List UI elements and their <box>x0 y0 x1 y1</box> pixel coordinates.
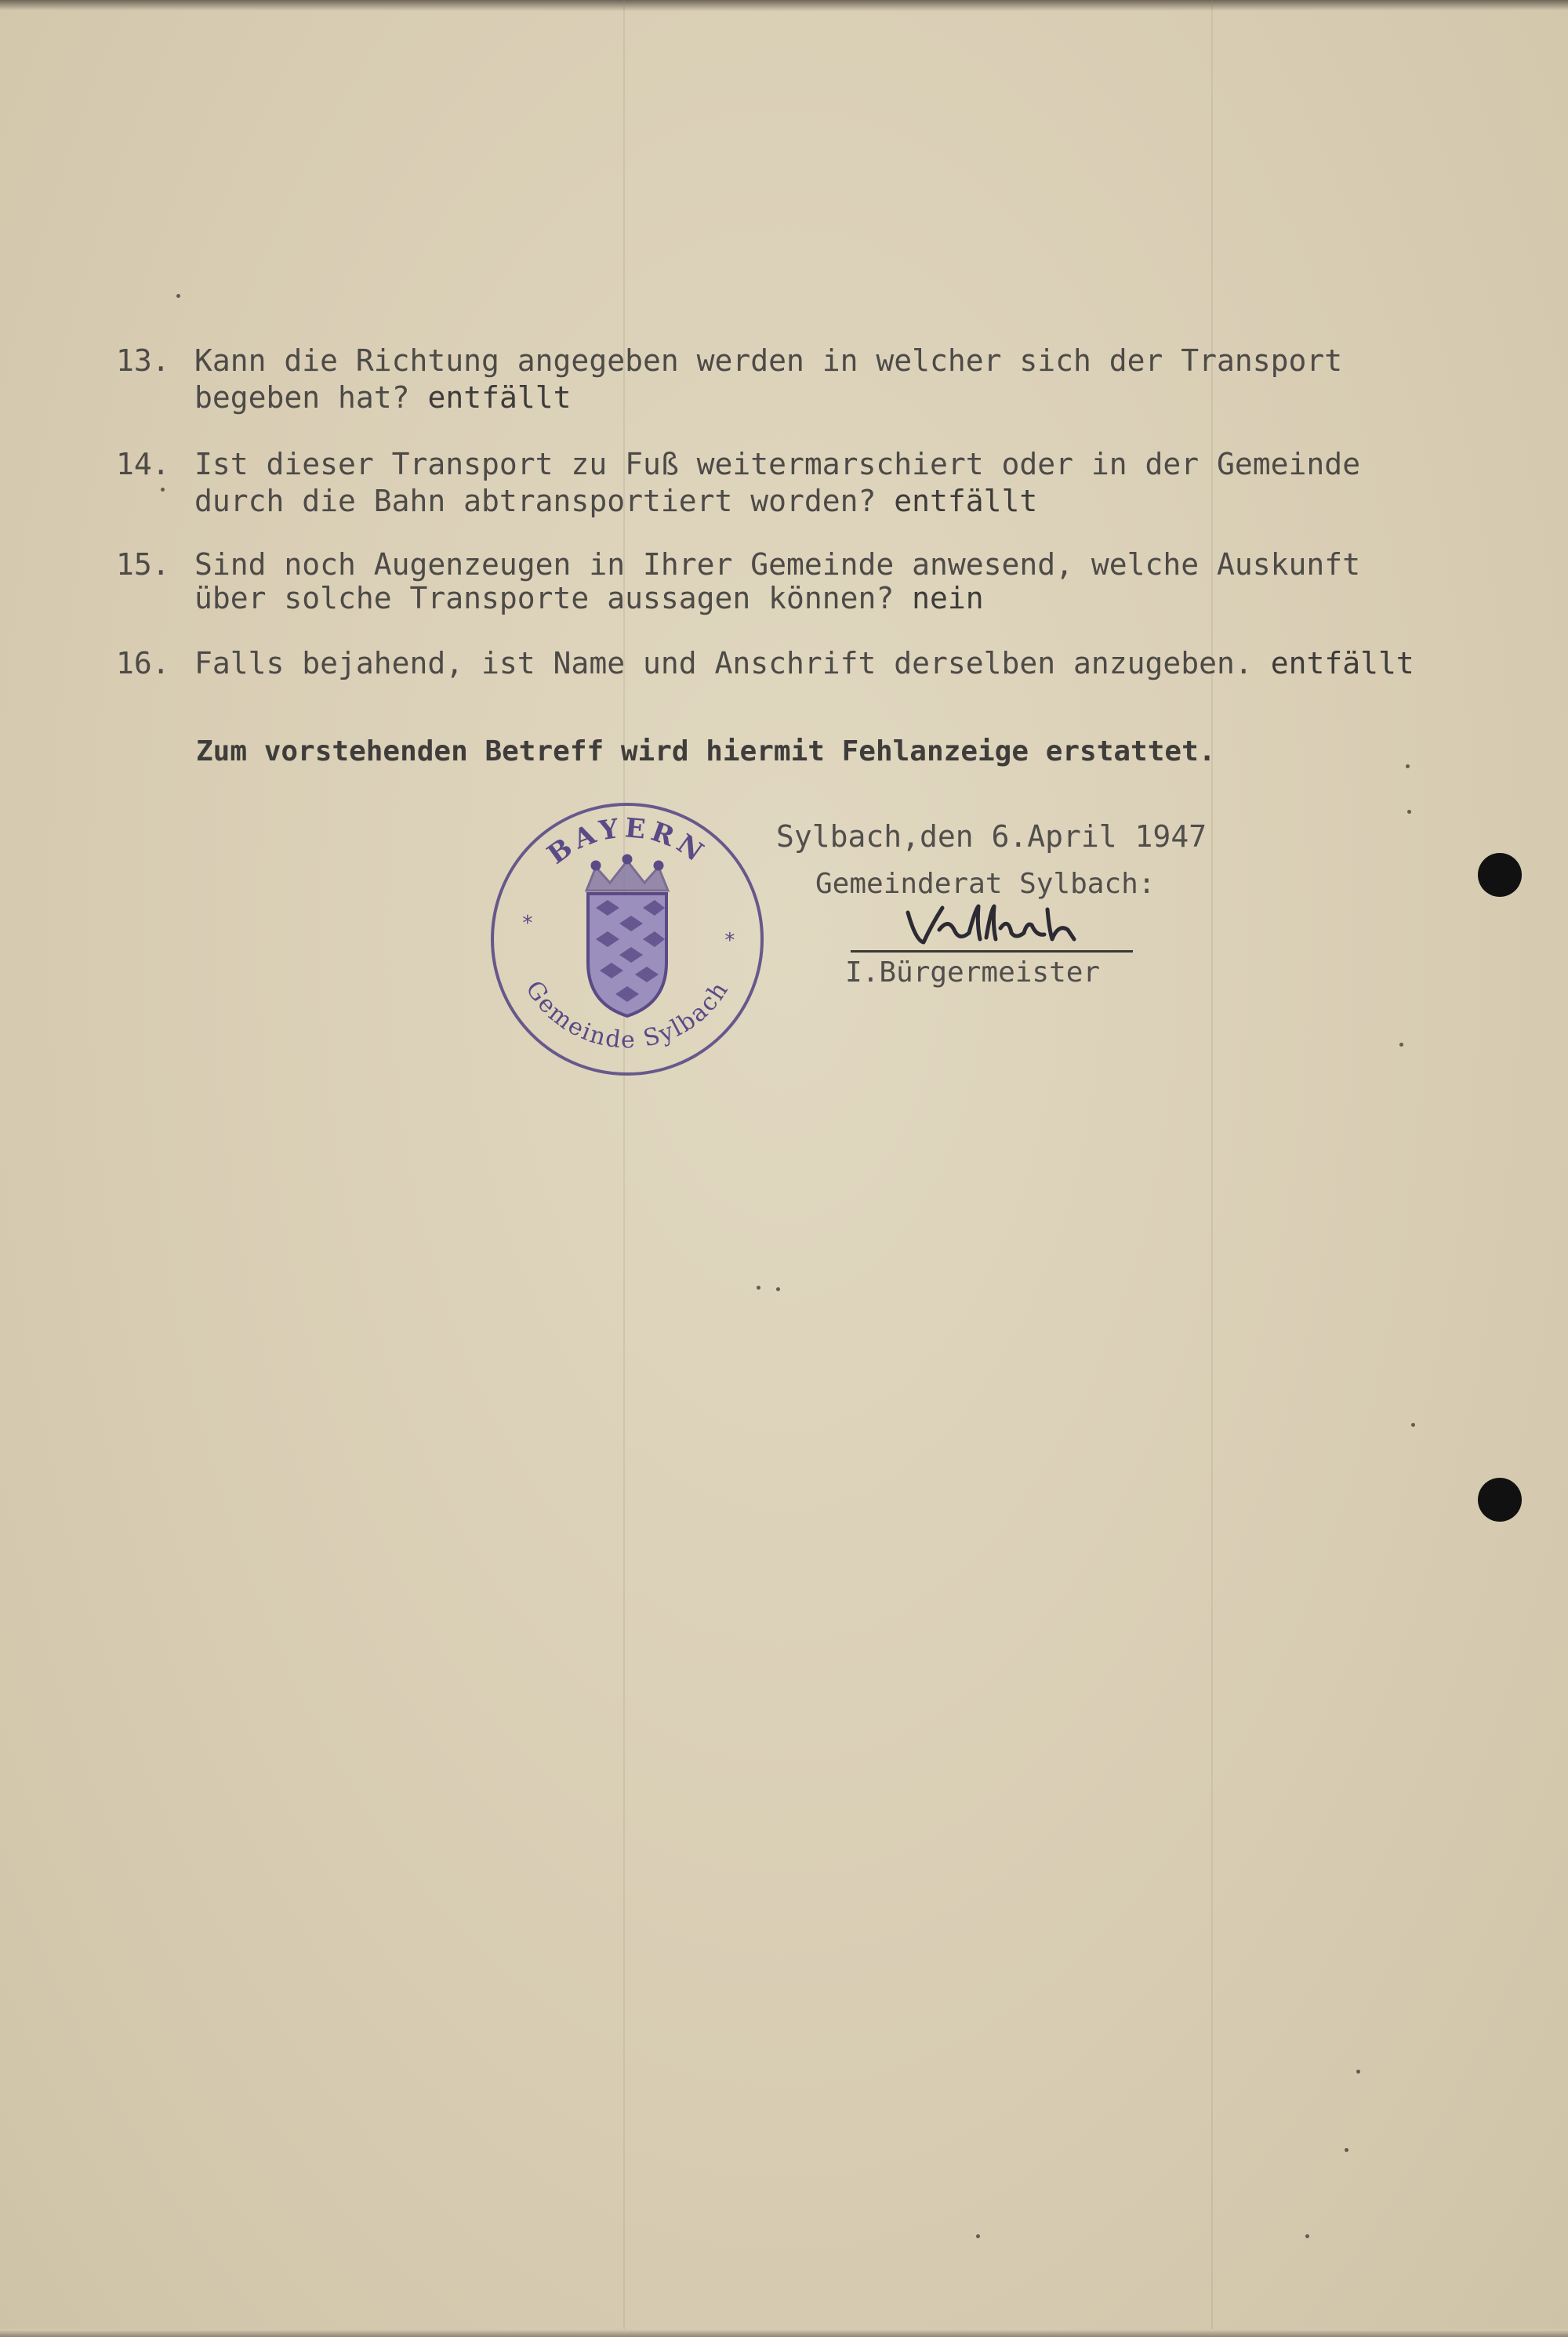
place-and-date: Sylbach,den 6.April 1947 <box>776 819 1207 854</box>
ink-speck <box>1356 2070 1360 2074</box>
closing-statement: Zum vorstehenden Betreff wird hiermit Fehlanzeige erstattet. <box>196 735 1216 768</box>
ink-speck <box>976 2234 980 2238</box>
signatory-title: I.Bürgermeister <box>845 956 1101 989</box>
answer-text: entfällt <box>1270 646 1414 680</box>
ink-speck <box>1345 2148 1348 2152</box>
answer-text: entfällt <box>894 484 1038 518</box>
punch-hole <box>1478 1478 1522 1522</box>
question-number: 15. <box>116 547 170 582</box>
handwritten-signature <box>894 894 1129 956</box>
ink-speck <box>1407 810 1411 814</box>
answer-text: entfällt <box>427 380 572 415</box>
question-text: begeben hat? <box>194 380 410 415</box>
ink-speck <box>1399 1043 1403 1047</box>
ink-speck <box>1305 2234 1309 2238</box>
ink-speck <box>757 1286 760 1290</box>
question-text: Kann die Richtung angegeben werden in welcher sich der Transport <box>194 343 1343 378</box>
crown-icon <box>586 855 668 891</box>
ink-speck <box>1411 1423 1415 1427</box>
star-icon: * <box>521 912 534 935</box>
page-top-edge <box>0 0 1568 11</box>
star-icon: * <box>724 929 736 953</box>
council-name: Gemeinderat Sylbach: <box>815 868 1156 900</box>
coat-of-arms-icon <box>588 894 666 1016</box>
question-number: 14. <box>116 447 170 481</box>
ink-speck <box>776 1287 780 1291</box>
question-text: über solche Transporte aussagen können? <box>194 581 895 615</box>
ink-speck <box>176 294 180 298</box>
question-number: 16. <box>116 646 170 680</box>
question-text: Ist dieser Transport zu Fuß weitermarschiert oder in der Gemeinde <box>194 447 1361 481</box>
official-stamp <box>486 798 768 1080</box>
ink-speck <box>1406 764 1410 768</box>
punch-hole <box>1478 853 1522 897</box>
question-number: 13. <box>116 343 170 378</box>
ink-speck <box>161 488 165 492</box>
answer-text: nein <box>912 581 984 615</box>
page-bottom-edge <box>0 2329 1568 2337</box>
question-text: Sind noch Augenzeugen in Ihrer Gemeinde anwesend, welche Auskunft <box>194 547 1361 582</box>
question-text: durch die Bahn abtransportiert worden? <box>194 484 877 518</box>
question-text: Falls bejahend, ist Name und Anschrift derselben anzugeben. <box>194 646 1253 680</box>
stamp-top-text: BAYERN <box>541 812 713 871</box>
signature-line <box>851 950 1133 953</box>
stamp-bottom-text: Gemeinde Sylbach <box>520 975 735 1054</box>
